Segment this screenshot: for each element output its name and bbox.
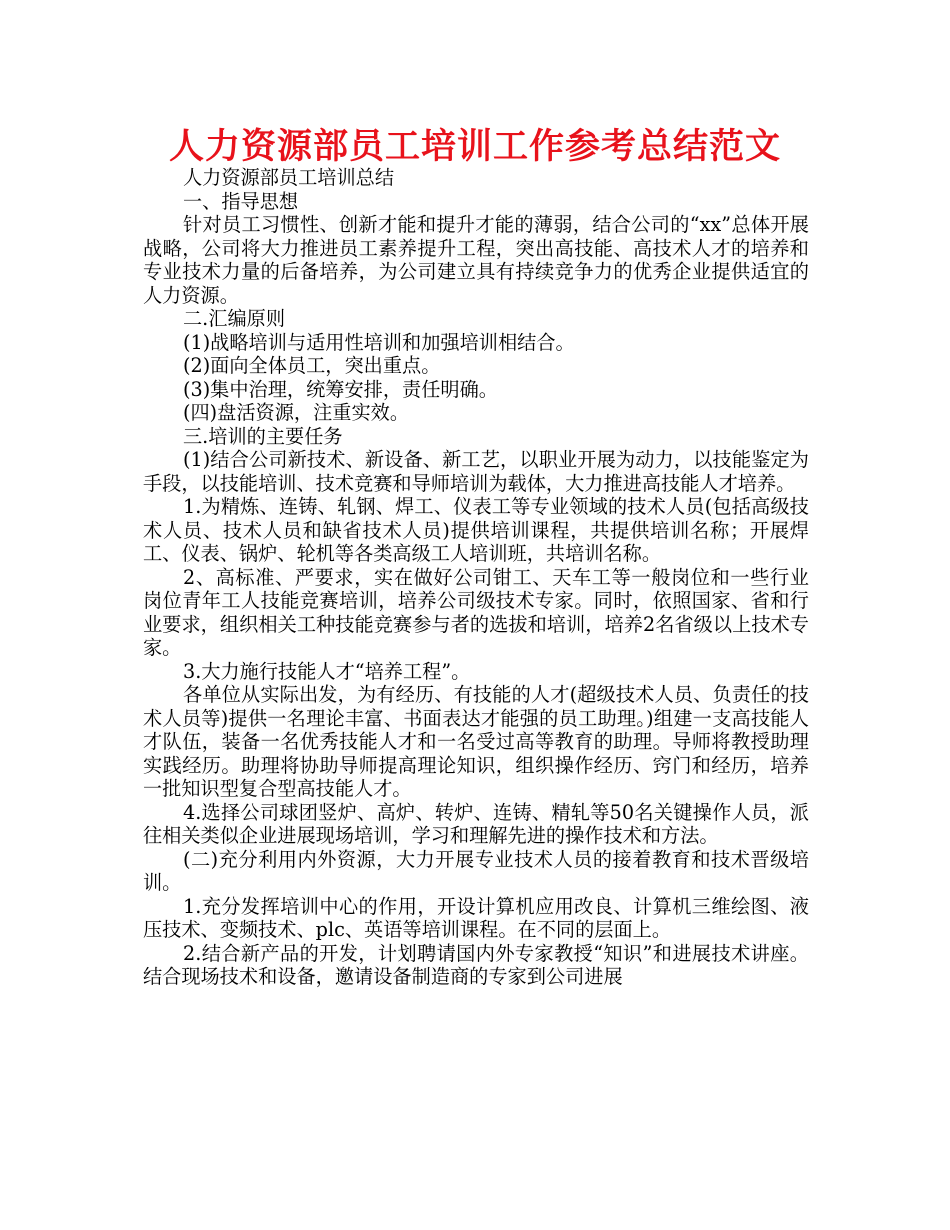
document-title: 人力资源部员工培训工作参考总结范文 (168, 127, 781, 167)
paragraph: 3.大力施行技能人才“培养工程”。 (183, 659, 471, 683)
paragraph: 1.为精炼、连铸、轧钢、焊工、仪表工等专业领域的技术人员(包括高级技术人员、技术人员和缺省技术人员)提供培训课程，共提供培训名称；开展焊工、仪表、锅炉、轮机等各类高级工人培训班，共培训名称。 (143, 495, 809, 565)
paragraph: 针对员工习惯性、创新才能和提升才能的薄弱，结合公司的“xx”总体开展战略，公司将大力推进员工素养提升工程，突出高技能、高技术人才的培养和专业技术力量的后备培养，为公司建立具有持续竞争力的优秀企业提供适宜的人力资源。 (143, 213, 809, 307)
paragraph: (1)结合公司新技术、新设备、新工艺，以职业开展为动力，以技能鉴定为手段，以技能培训、技术竞赛和导师培训为载体，大力推进高技能人才培养。 (143, 448, 809, 495)
section-heading-main-tasks: 三.培训的主要任务 (183, 424, 343, 448)
paragraph: 各单位从实际出发，为有经历、有技能的人才(超级技术人员、负责任的技术人员等)提供一名理论丰富、书面表达才能强的员工助理。)组建一支高技能人才队伍，装备一名优秀技能人才和一名受过高等教育的助理。导师将教授助理实践经历。助理将协助导师提高理论知识，组织操作经历、窍门和经历，培养一批知识型复合型高技能人才。 (143, 683, 809, 800)
paragraph: 4.选择公司球团竖炉、高炉、转炉、连铸、精轧等50名关键操作人员，派往相关类似企业进展现场培训，学习和理解先进的操作技术和方法。 (143, 800, 809, 847)
list-item: (1)战略培训与适用性培训和加强培训相结合。 (183, 330, 575, 354)
paragraph: (二)充分利用内外资源，大力开展专业技术人员的接着教育和技术晋级培训。 (143, 847, 809, 894)
paragraph: 2、高标准、严要求，实在做好公司钳工、天车工等一般岗位和一些行业岗位青年工人技能竞赛培训，培养公司级技术专家。同时，依照国家、省和行业要求，组织相关工种技能竞赛参与者的选拔和培训，培养2名省级以上技术专家。 (143, 565, 809, 659)
list-item: (3)集中治理，统筹安排，责任明确。 (183, 377, 498, 401)
section-heading-principles: 二.汇编原则 (183, 307, 286, 330)
paragraph-subtitle: 人力资源部员工培训总结 (183, 166, 395, 189)
paragraph: 2.结合新产品的开发，计划聘请国内外专家教授“知识”和进展技术讲座。结合现场技术和设备，邀请设备制造商的专家到公司进展 (143, 941, 809, 988)
section-heading-guiding-ideology: 一、指导思想 (183, 189, 299, 213)
paragraph: 1.充分发挥培训中心的作用，开设计算机应用改良、计算机三维绘图、液压技术、变频技术、plc、英语等培训课程。在不同的层面上。 (143, 894, 809, 941)
list-item: (四)盘活资源，注重实效。 (183, 401, 410, 424)
document-body (143, 166, 809, 989)
list-item: (2)面向全体员工，突出重点。 (183, 354, 441, 377)
